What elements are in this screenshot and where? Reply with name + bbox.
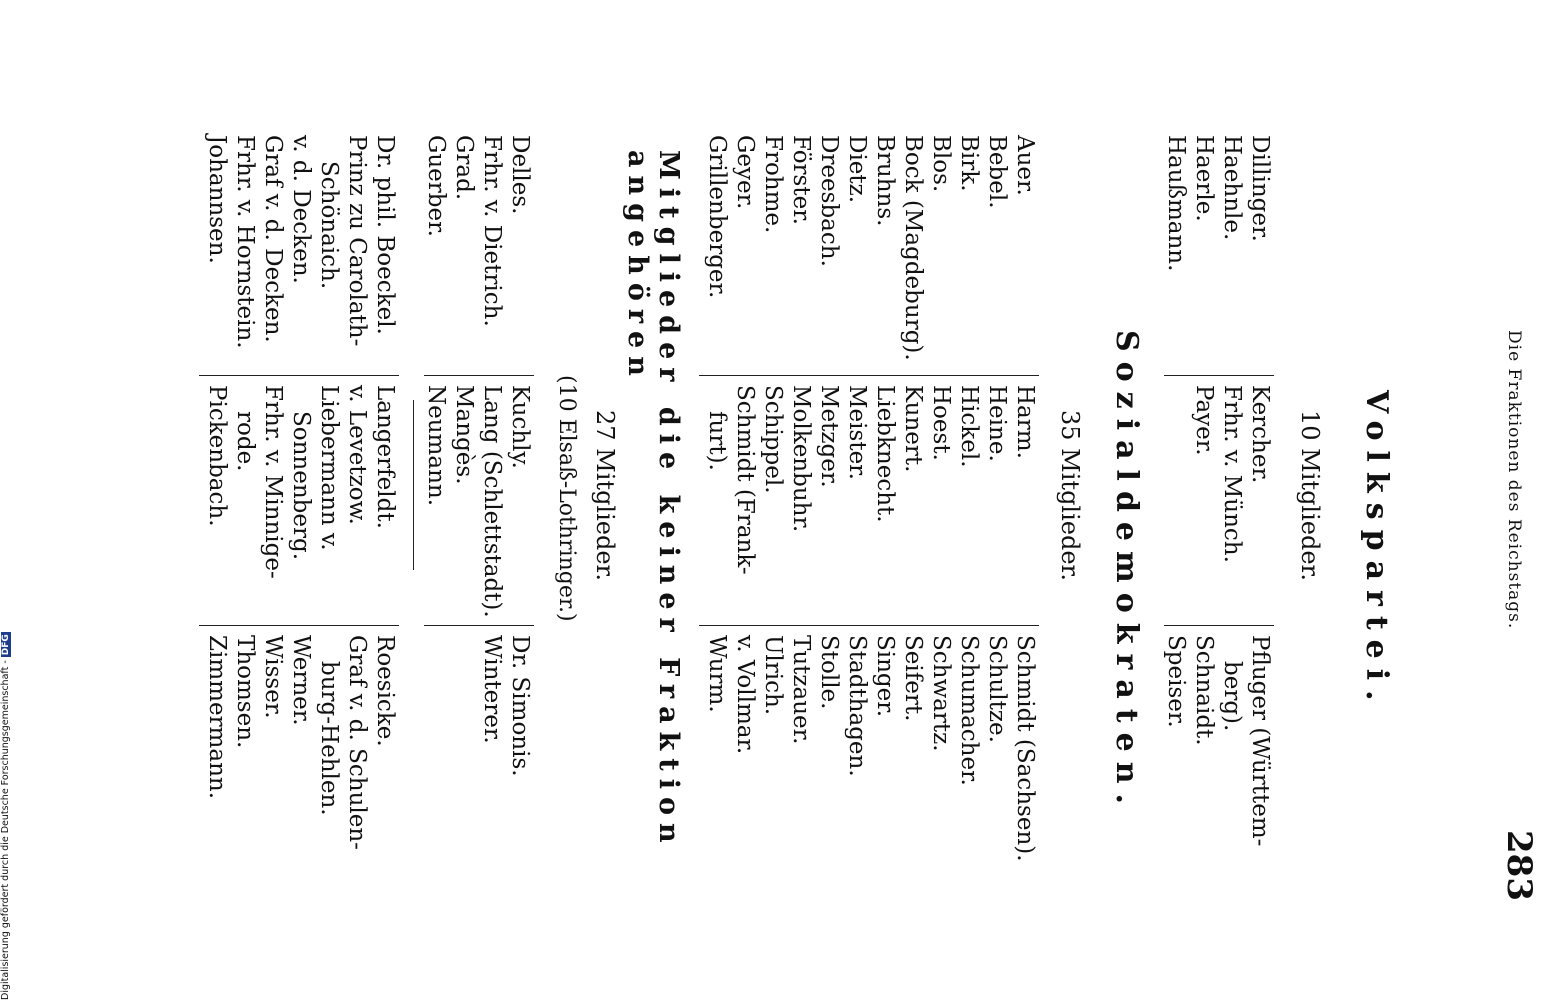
member-name: Frhr. v. Minnige- [260,385,286,579]
member-name: Sonnenberg. [288,411,314,561]
member-name: Stolle. [816,635,842,710]
column-divider [699,625,1039,626]
member-name: Wurm. [704,635,730,713]
member-name: Hickel. [956,385,982,468]
member-name: Schultze. [984,635,1010,743]
volkspartei-column-1 [1162,135,1274,271]
sozialdemokraten-title: Sozialdemokraten. [1109,330,1144,814]
member-name: Payer. [1191,385,1217,456]
member-name: v. Vollmar. [732,635,758,755]
member-name: Haehnle. [1219,135,1245,241]
sozialdemokraten-count: 35 Mitglieder. [1056,410,1084,582]
member-name: Prinz zu Carolath- [344,135,370,347]
elsass-column-1 [422,135,534,327]
member-name: Graf v. d. Schulen- [344,635,370,850]
member-name: Molkenbuhr. [788,385,814,533]
member-name: Johannsen. [204,135,230,264]
member-name: Harm. [1012,385,1038,459]
column-divider [1164,375,1274,376]
volkspartei-count: 10 Mitglieder. [1296,410,1324,582]
other-column-1 [203,135,399,349]
member-name: Ulrich. [760,635,786,716]
elsass-column-2 [422,385,534,618]
column-divider [199,375,399,376]
other-column-2 [203,385,399,579]
column-divider [424,375,534,376]
member-name: Metzger. [816,385,842,488]
volkspartei-column-2 [1190,385,1274,563]
member-name: Haußmann. [1163,135,1189,272]
member-name: Frhr. v. Dietrich. [479,135,505,327]
member-name: Meister. [844,385,870,480]
member-name: Bebel. [984,135,1010,209]
member-name: Schmidt (Frank- [732,385,758,575]
column-divider [424,625,534,626]
sozialdemokraten-column-2 [703,385,1039,575]
sozialdemokraten-column-3 [703,635,1039,862]
member-name: Schumacher. [956,635,982,786]
member-name: Bock (Magdeburg). [900,135,926,361]
member-name: Blos. [928,135,954,193]
sozialdemokraten-column-1 [703,135,1039,361]
member-name: Pfluger (Württem- [1247,635,1273,847]
member-name: Dillinger. [1247,135,1273,242]
column-divider [699,375,1039,376]
member-name: Mangès. [451,385,477,485]
member-name: Wisser. [260,635,286,719]
fraktionslos-title: Mitglieder die keiner Fraktion angehören [622,150,684,851]
member-name: v. d. Decken. [288,135,314,284]
member-name: Stadthagen. [844,635,870,777]
member-name: burg-Hehlen. [316,661,342,816]
member-name: Grad. [451,135,477,201]
member-name: Singer. [872,635,898,718]
member-name: Grillenberger. [704,135,730,299]
section-separator [413,400,414,570]
member-name: Schnaidt. [1191,635,1217,746]
member-name: Frhr. v. Hornstein. [232,135,258,349]
column-divider [199,625,399,626]
member-name: Seifert. [900,635,926,722]
member-name: berg). [1219,661,1245,732]
member-name: Bruhns. [872,135,898,227]
member-name: Kercher. [1247,385,1273,484]
column-divider [1164,625,1274,626]
member-name: Auer. [1012,135,1038,196]
member-name: Speiser. [1163,635,1189,728]
page-number: 283 [1499,830,1539,901]
member-name: Liebermann v. [316,385,342,551]
member-name: Geyer. [732,135,758,210]
member-name: Schönaich. [316,161,342,290]
member-name: Dreesbach. [816,135,842,267]
dfg-logo: DFG [1,634,11,656]
member-name: Winterer. [479,635,505,744]
volkspartei-column-3 [1162,635,1274,846]
member-name: Kuchly. [507,385,533,469]
volkspartei-title: Volkspartei. [1359,390,1394,711]
member-name: Schmidt (Sachsen). [1012,635,1038,862]
member-name: Delles. [507,135,533,215]
member-name: Hoest. [928,385,954,461]
member-name: furt). [704,411,730,471]
member-name: Langerfeldt. [372,385,398,529]
member-name: Graf v. d. Decken. [260,135,286,343]
member-name: Dietz. [844,135,870,204]
member-name: Kunert. [900,385,926,473]
member-name: Birk. [956,135,982,192]
member-name: Dr. phil. Boeckel. [372,135,398,335]
member-name: Thomsen. [232,635,258,749]
running-title: Die Fraktionen des Reichstags. [1504,330,1524,630]
member-name: Guerber. [423,135,449,237]
elsass-column-3 [478,635,534,777]
member-name: Liebknecht. [872,385,898,523]
member-name: rode. [232,411,258,472]
member-name: Förster. [788,135,814,225]
member-name: Schippel. [760,385,786,494]
member-name: Haerle. [1191,135,1217,222]
member-name: v. Levetzow. [344,385,370,525]
stamp-text: Digitalisierung gefördert durch die Deutsche Forschungsgemeinschaft - [0,660,11,1000]
member-name: Zimmermann. [204,635,230,800]
member-name: Neumann. [423,385,449,507]
member-name: Dr. Simonis. [507,635,533,777]
member-name: Frhr. v. Münch. [1219,385,1245,563]
member-name: Lang (Schlettstadt). [479,385,505,618]
member-name: Roesicke. [372,635,398,747]
member-name: Frohme. [760,135,786,234]
digitization-stamp [0,605,16,1000]
member-name: Heine. [984,385,1010,462]
member-name: Pickenbach. [204,385,230,527]
elsass-subgroup: (10 Elsaß-Lothringer.) [554,375,579,622]
member-name: Schwartz. [928,635,954,752]
fraktionslos-count: 27 Mitglieder. [591,410,619,582]
other-column-3 [203,635,399,850]
member-name: Werner. [288,635,314,726]
member-name: Tutzauer. [788,635,814,745]
